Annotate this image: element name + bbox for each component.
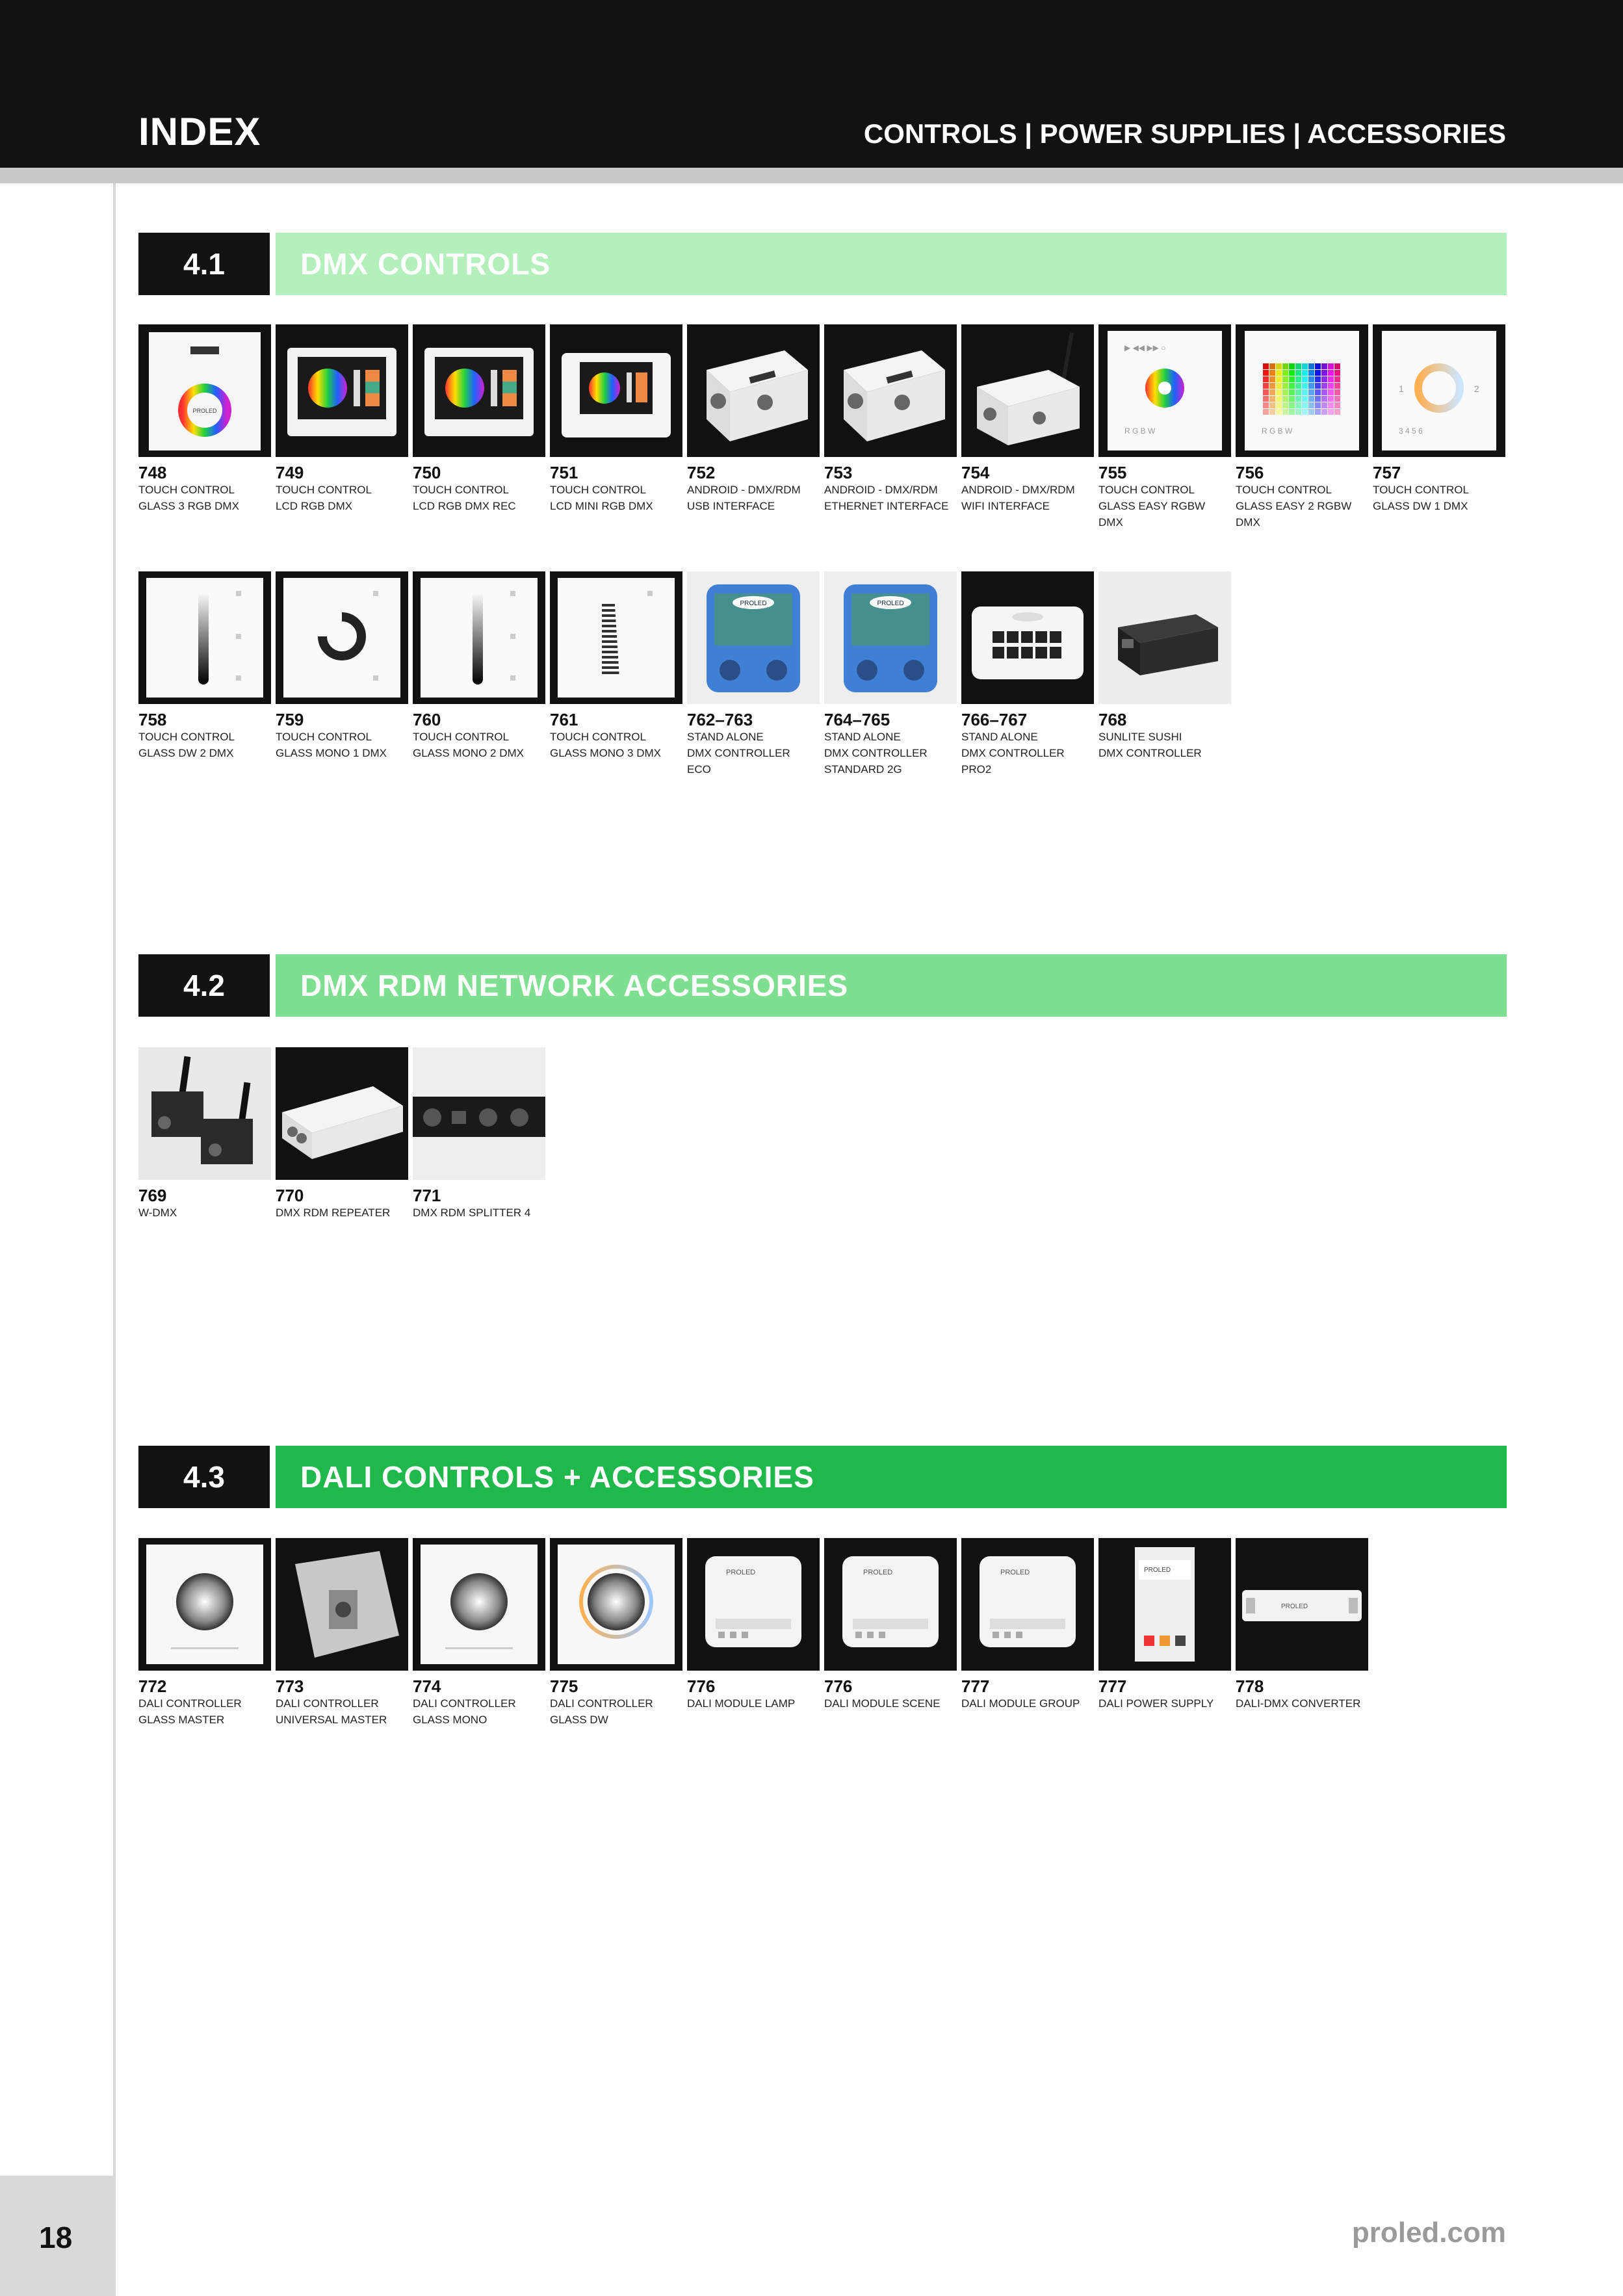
product-card: [687, 324, 820, 514]
header-divider: [0, 168, 1623, 183]
product-description: GLASS MONO 2 DMX: [413, 747, 524, 759]
product-image: [413, 1047, 545, 1180]
product-card: [1373, 324, 1505, 514]
product-description: PRO2: [961, 763, 992, 776]
product-description: ECO: [687, 763, 711, 776]
product-card: [276, 1538, 408, 1728]
product-description: GLASS DW 2 DMX: [138, 747, 234, 759]
product-card: [413, 1047, 545, 1221]
product-image: [138, 1047, 271, 1180]
product-image: [550, 324, 682, 457]
product-description: DMX CONTROLLER: [824, 747, 928, 759]
svg-text:PROLED: PROLED: [740, 600, 767, 607]
product-code: 749: [276, 463, 304, 482]
product-code: 762–763: [687, 710, 753, 729]
page-number: 18: [39, 2221, 73, 2254]
product-code: 776: [824, 1676, 853, 1696]
product-description: GLASS DW: [550, 1714, 608, 1726]
product-code: 764–765: [824, 710, 890, 729]
product-description: TOUCH CONTROL: [1373, 484, 1469, 496]
product-card: [1098, 324, 1231, 530]
product-code: 777: [961, 1676, 990, 1696]
svg-text:PROLED: PROLED: [192, 408, 217, 414]
category-breadcrumb: CONTROLS | POWER SUPPLIES | ACCESSORIES: [863, 118, 1506, 149]
svg-text:3 4 5 6: 3 4 5 6: [1399, 426, 1423, 436]
product-description: DALI POWER SUPPLY: [1098, 1697, 1214, 1710]
product-description: GLASS 3 RGB DMX: [138, 500, 239, 512]
product-code: 772: [138, 1676, 167, 1696]
product-card: [276, 1047, 408, 1221]
product-code: 768: [1098, 710, 1127, 729]
svg-text:PROLED: PROLED: [863, 1569, 893, 1576]
product-description: STAND ALONE: [824, 731, 901, 743]
product-code: 773: [276, 1676, 304, 1696]
product-image: [413, 1538, 545, 1671]
product-image: [1236, 1538, 1368, 1671]
product-description: GLASS MONO 3 DMX: [550, 747, 661, 759]
product-card: [413, 324, 545, 514]
product-code: 776: [687, 1676, 716, 1696]
product-card: [138, 571, 271, 761]
product-image: [550, 1538, 682, 1671]
product-image: [1098, 1538, 1231, 1671]
product-description: DMX CONTROLLER: [1098, 747, 1202, 759]
product-card: [1236, 1538, 1368, 1712]
product-description: W-DMX: [138, 1207, 177, 1219]
product-description: TOUCH CONTROL: [1236, 484, 1332, 496]
section-number: 4.3: [138, 1446, 270, 1508]
product-card: [824, 324, 957, 514]
product-description: DALI CONTROLLER: [138, 1697, 242, 1710]
product-description: SUNLITE SUSHI: [1098, 731, 1182, 743]
product-description: DMX RDM SPLITTER 4: [413, 1207, 531, 1219]
product-description: TOUCH CONTROL: [276, 731, 372, 743]
product-code: 754: [961, 463, 990, 482]
product-description: ETHERNET INTERFACE: [824, 500, 949, 512]
product-card: [687, 1538, 820, 1712]
svg-text:2: 2: [1474, 384, 1479, 394]
product-description: GLASS DW 1 DMX: [1373, 500, 1468, 512]
section-number: 4.1: [138, 233, 270, 295]
product-code: 750: [413, 463, 441, 482]
product-code: 758: [138, 710, 167, 729]
product-image: [550, 571, 682, 704]
product-image: [138, 324, 271, 457]
product-card: [413, 571, 545, 761]
product-description: DMX: [1236, 516, 1260, 528]
product-code: 752: [687, 463, 716, 482]
product-description: GLASS EASY RGBW: [1098, 500, 1206, 512]
product-card: [961, 1538, 1094, 1712]
product-code: 753: [824, 463, 853, 482]
product-image: [687, 1538, 820, 1671]
product-description: STAND ALONE: [687, 731, 764, 743]
product-image: [824, 571, 957, 704]
product-code: 766–767: [961, 710, 1028, 729]
product-image: [961, 571, 1094, 704]
product-card: [276, 324, 408, 514]
product-card: [824, 1538, 957, 1712]
product-code: 777: [1098, 1676, 1127, 1696]
product-description: DALI-DMX CONVERTER: [1236, 1697, 1361, 1710]
product-image: [1236, 324, 1368, 457]
product-card: [961, 324, 1094, 514]
svg-text:PROLED: PROLED: [726, 1569, 756, 1576]
product-image: [138, 571, 271, 704]
section-title: DALI CONTROLS + ACCESSORIES: [276, 1446, 1507, 1508]
product-image: [687, 324, 820, 457]
svg-text:R G B W: R G B W: [1262, 426, 1293, 436]
product-image: [961, 324, 1094, 457]
website-url: proled.com: [1351, 2217, 1506, 2249]
product-card: [138, 1047, 271, 1221]
product-code: 761: [550, 710, 578, 729]
product-card: [138, 1538, 271, 1728]
section-number: 4.2: [138, 954, 270, 1017]
product-description: STAND ALONE: [961, 731, 1038, 743]
product-description: DALI MODULE SCENE: [824, 1697, 941, 1710]
product-description: DMX CONTROLLER: [687, 747, 790, 759]
product-code: 771: [413, 1186, 441, 1205]
product-description: TOUCH CONTROL: [1098, 484, 1195, 496]
product-image: [961, 1538, 1094, 1671]
product-code: 757: [1373, 463, 1401, 482]
product-description: UNIVERSAL MASTER: [276, 1714, 387, 1726]
product-image: [276, 324, 408, 457]
svg-text:▶ ◀◀ ▶▶ ○: ▶ ◀◀ ▶▶ ○: [1124, 343, 1166, 352]
product-description: LCD RGB DMX: [276, 500, 353, 512]
product-description: GLASS MASTER: [138, 1714, 225, 1726]
product-description: GLASS MONO: [413, 1714, 487, 1726]
product-description: DALI CONTROLLER: [413, 1697, 516, 1710]
product-card: [550, 324, 682, 514]
svg-text:PROLED: PROLED: [1000, 1569, 1030, 1576]
product-image: [276, 1538, 408, 1671]
product-image: [138, 1538, 271, 1671]
product-description: TOUCH CONTROL: [550, 731, 646, 743]
product-description: DALI MODULE GROUP: [961, 1697, 1080, 1710]
product-description: ANDROID - DMX/RDM: [687, 484, 801, 496]
svg-text:1: 1: [1399, 384, 1404, 394]
product-description: DALI CONTROLLER: [550, 1697, 653, 1710]
product-description: LCD MINI RGB DMX: [550, 500, 653, 512]
product-code: 751: [550, 463, 578, 482]
product-card: [413, 1538, 545, 1728]
product-image: [413, 324, 545, 457]
section-title: DMX CONTROLS: [276, 233, 1507, 295]
product-image: [276, 1047, 408, 1180]
product-image: [1098, 571, 1231, 704]
product-description: GLASS EASY 2 RGBW: [1236, 500, 1352, 512]
product-card: [1098, 571, 1231, 761]
product-card: [687, 571, 820, 777]
product-description: DALI MODULE LAMP: [687, 1697, 796, 1710]
product-description: TOUCH CONTROL: [550, 484, 646, 496]
product-code: 775: [550, 1676, 578, 1696]
product-description: LCD RGB DMX REC: [413, 500, 516, 512]
product-code: 748: [138, 463, 167, 482]
product-image: [276, 571, 408, 704]
product-description: ANDROID - DMX/RDM: [961, 484, 1075, 496]
product-card: [1236, 324, 1368, 530]
product-description: WIFI INTERFACE: [961, 500, 1050, 512]
product-description: GLASS MONO 1 DMX: [276, 747, 387, 759]
product-description: DMX CONTROLLER: [961, 747, 1065, 759]
product-description: TOUCH CONTROL: [413, 484, 509, 496]
product-code: 759: [276, 710, 304, 729]
product-description: TOUCH CONTROL: [413, 731, 509, 743]
svg-text:R G B W: R G B W: [1124, 426, 1156, 436]
product-image: [824, 324, 957, 457]
product-card: [276, 571, 408, 761]
product-card: [550, 571, 682, 761]
product-image: [1373, 324, 1505, 457]
product-code: 774: [413, 1676, 441, 1696]
product-description: TOUCH CONTROL: [138, 484, 235, 496]
product-card: [824, 571, 957, 777]
product-description: TOUCH CONTROL: [276, 484, 372, 496]
product-card: [961, 571, 1094, 777]
product-description: DMX RDM REPEATER: [276, 1207, 391, 1219]
product-code: 778: [1236, 1676, 1264, 1696]
product-description: DALI CONTROLLER: [276, 1697, 379, 1710]
page-title: INDEX: [138, 110, 261, 153]
product-image: [1098, 324, 1231, 457]
product-card: [1098, 1538, 1231, 1712]
product-card: [550, 1538, 682, 1728]
product-code: 770: [276, 1186, 304, 1205]
section-title: DMX RDM NETWORK ACCESSORIES: [276, 954, 1507, 1017]
product-code: 769: [138, 1186, 167, 1205]
product-description: STANDARD 2G: [824, 763, 902, 776]
product-code: 760: [413, 710, 441, 729]
product-description: TOUCH CONTROL: [138, 731, 235, 743]
svg-text:PROLED: PROLED: [877, 600, 904, 607]
product-description: ANDROID - DMX/RDM: [824, 484, 938, 496]
product-image: [413, 571, 545, 704]
svg-text:PROLED: PROLED: [1144, 1567, 1171, 1574]
product-image: [687, 571, 820, 704]
product-code: 756: [1236, 463, 1264, 482]
side-rule: [113, 183, 116, 2176]
product-description: USB INTERFACE: [687, 500, 775, 512]
product-card: [138, 324, 271, 514]
product-code: 755: [1098, 463, 1127, 482]
svg-text:PROLED: PROLED: [1281, 1603, 1308, 1610]
product-description: DMX: [1098, 516, 1123, 528]
product-image: [824, 1538, 957, 1671]
